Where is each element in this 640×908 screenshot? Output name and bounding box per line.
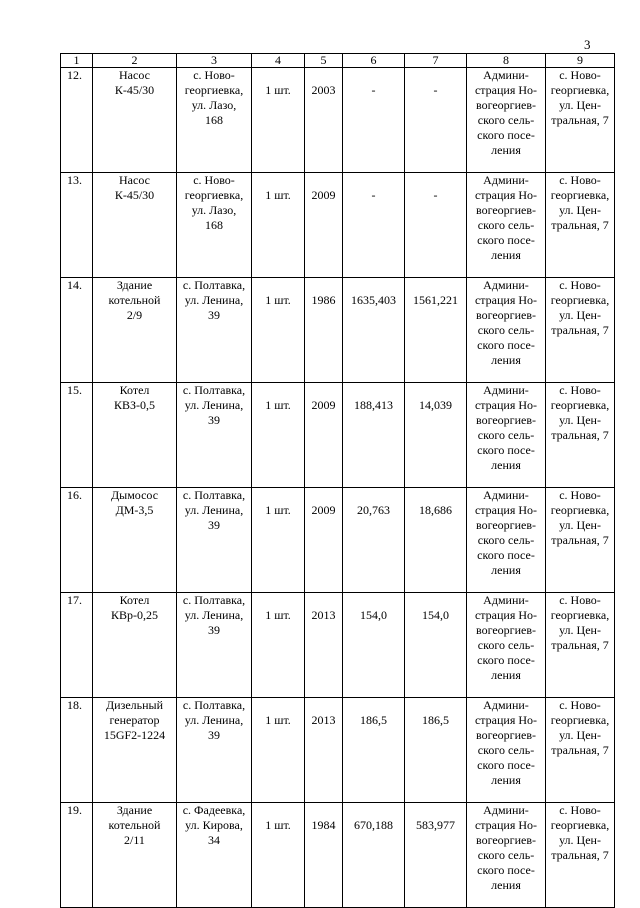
owner-location-cell-line: тральная, 7 xyxy=(551,533,609,547)
year-cell: 1984 xyxy=(305,803,343,908)
value-col6-cell: - xyxy=(343,68,405,173)
item-name-cell-line: К-45/30 xyxy=(114,188,155,202)
item-name-cell-line: котельной xyxy=(108,293,161,307)
item-name-cell-line: Дизельный xyxy=(105,698,164,712)
owner-location-cell-line: ул. Цен- xyxy=(559,728,601,742)
page-number: 3 xyxy=(584,37,591,52)
owner-location-cell-line: георгиевка, xyxy=(550,608,610,622)
item-name-cell-line: Насос xyxy=(119,68,150,82)
row-number-cell: 19. xyxy=(61,803,93,908)
table-row xyxy=(61,68,615,173)
column-number: 6 xyxy=(343,54,405,68)
owner-cell-line: ского посе- xyxy=(477,653,535,667)
quantity-cell: 1 шт. xyxy=(252,593,305,698)
column-number: 3 xyxy=(177,54,252,68)
item-name-cell-line: КВр-0,25 xyxy=(110,608,158,622)
owner-location-cell-line: ул. Цен- xyxy=(559,98,601,112)
item-name-cell xyxy=(93,488,177,593)
owner-cell-line: ского посе- xyxy=(477,863,535,877)
item-name-cell xyxy=(93,173,177,278)
item-name-cell-line: Здание xyxy=(116,278,153,292)
address-cell-line: ул. Ленина, xyxy=(184,398,244,412)
owner-cell-line: ления xyxy=(491,458,521,472)
value-col7-cell: 1561,221 xyxy=(405,278,467,383)
address-cell-line: 168 xyxy=(205,218,223,232)
quantity-cell: 1 шт. xyxy=(252,383,305,488)
year-cell: 2009 xyxy=(305,488,343,593)
owner-cell-line: Админи- xyxy=(483,803,529,817)
owner-cell-line: ского посе- xyxy=(477,548,535,562)
owner-cell-line: страция Но- xyxy=(474,398,538,412)
item-name-cell-line: 15GF2-1224 xyxy=(103,728,166,742)
item-name-cell-line: 2/11 xyxy=(124,833,145,847)
quantity-cell: 1 шт. xyxy=(252,173,305,278)
table-row xyxy=(61,173,615,278)
value-col7-cell: 583,977 xyxy=(405,803,467,908)
owner-location-cell-line: ул. Цен- xyxy=(559,203,601,217)
owner-location-cell xyxy=(546,68,615,173)
owner-location-cell-line: ул. Цен- xyxy=(559,413,601,427)
value-col6-cell: 20,763 xyxy=(343,488,405,593)
item-name-cell-line: К-45/30 xyxy=(114,83,155,97)
owner-location-cell-line: с. Ново- xyxy=(559,68,601,82)
owner-location-cell-line: с. Ново- xyxy=(559,698,601,712)
owner-location-cell-line: тральная, 7 xyxy=(551,113,609,127)
item-name-cell xyxy=(93,68,177,173)
column-number: 9 xyxy=(546,54,615,68)
item-name-cell-line: Дымосос xyxy=(110,488,159,502)
value-col7-cell: 14,039 xyxy=(405,383,467,488)
column-number: 4 xyxy=(252,54,305,68)
address-cell xyxy=(177,383,252,488)
owner-cell-line: ления xyxy=(491,878,521,892)
year-cell: 1986 xyxy=(305,278,343,383)
owner-cell-line: ского посе- xyxy=(477,443,535,457)
owner-location-cell-line: ул. Цен- xyxy=(559,308,601,322)
item-name-cell-line: Котел xyxy=(119,593,150,607)
table-row xyxy=(61,803,615,908)
item-name-cell xyxy=(93,278,177,383)
value-col6-cell: 670,188 xyxy=(343,803,405,908)
address-cell-line: ул. Ленина, xyxy=(184,503,244,517)
year-cell: 2013 xyxy=(305,698,343,803)
address-cell-line: с. Ново- xyxy=(193,173,235,187)
year-cell: 2003 xyxy=(305,68,343,173)
owner-cell xyxy=(467,488,546,593)
owner-location-cell-line: с. Ново- xyxy=(559,383,601,397)
address-cell-line: 39 xyxy=(208,413,220,427)
quantity-cell: 1 шт. xyxy=(252,803,305,908)
row-number-cell: 12. xyxy=(61,68,93,173)
item-name-cell-line: Котел xyxy=(119,383,150,397)
item-name-cell-line: КВЗ-0,5 xyxy=(113,398,155,412)
owner-cell-line: страция Но- xyxy=(474,293,538,307)
owner-cell-line: ского сель- xyxy=(477,218,535,232)
address-cell xyxy=(177,278,252,383)
owner-cell-line: ского сель- xyxy=(477,848,535,862)
item-name-cell-line: Здание xyxy=(116,803,153,817)
owner-location-cell-line: с. Ново- xyxy=(559,488,601,502)
value-col7-cell: 154,0 xyxy=(405,593,467,698)
owner-location-cell-line: георгиевка, xyxy=(550,713,610,727)
address-cell-line: ул. Лазо, xyxy=(191,98,237,112)
owner-location-cell-line: с. Ново- xyxy=(559,593,601,607)
owner-cell-line: вогеоргиев- xyxy=(475,623,536,637)
quantity-cell: 1 шт. xyxy=(252,278,305,383)
owner-cell-line: ления xyxy=(491,248,521,262)
owner-cell-line: страция Но- xyxy=(474,713,538,727)
address-cell-line: 34 xyxy=(208,833,220,847)
owner-location-cell-line: георгиевка, xyxy=(550,398,610,412)
item-name-cell-line: котельной xyxy=(108,818,161,832)
owner-cell-line: вогеоргиев- xyxy=(475,728,536,742)
row-number-cell: 17. xyxy=(61,593,93,698)
owner-cell-line: ления xyxy=(491,353,521,367)
address-cell xyxy=(177,173,252,278)
table-row xyxy=(61,383,615,488)
owner-location-cell-line: тральная, 7 xyxy=(551,638,609,652)
table-row xyxy=(61,698,615,803)
owner-cell-line: Админи- xyxy=(483,698,529,712)
owner-cell-line: Админи- xyxy=(483,383,529,397)
address-cell-line: 39 xyxy=(208,308,220,322)
item-name-cell-line: Насос xyxy=(119,173,150,187)
owner-location-cell-line: ул. Цен- xyxy=(559,518,601,532)
item-name-cell-line: ДМ-3,5 xyxy=(115,503,154,517)
address-cell xyxy=(177,68,252,173)
owner-cell-line: ления xyxy=(491,773,521,787)
owner-cell-line: вогеоргиев- xyxy=(475,413,536,427)
owner-location-cell xyxy=(546,593,615,698)
value-col6-cell: 188,413 xyxy=(343,383,405,488)
year-cell: 2009 xyxy=(305,383,343,488)
value-col6-cell: 186,5 xyxy=(343,698,405,803)
owner-location-cell-line: с. Ново- xyxy=(559,173,601,187)
property-registry-table xyxy=(60,53,615,908)
address-cell-line: с. Полтавка, xyxy=(182,698,246,712)
owner-cell-line: страция Но- xyxy=(474,503,538,517)
column-number: 1 xyxy=(61,54,93,68)
owner-location-cell-line: георгиевка, xyxy=(550,83,610,97)
address-cell-line: 39 xyxy=(208,518,220,532)
owner-cell xyxy=(467,173,546,278)
item-name-cell xyxy=(93,803,177,908)
table-body xyxy=(61,68,615,908)
owner-cell-line: ления xyxy=(491,563,521,577)
address-cell-line: ул. Ленина, xyxy=(184,293,244,307)
owner-location-cell-line: ул. Цен- xyxy=(559,623,601,637)
year-cell: 2009 xyxy=(305,173,343,278)
quantity-cell: 1 шт. xyxy=(252,698,305,803)
owner-location-cell-line: с. Ново- xyxy=(559,803,601,817)
row-number-cell: 15. xyxy=(61,383,93,488)
owner-location-cell xyxy=(546,278,615,383)
owner-cell-line: ления xyxy=(491,668,521,682)
owner-cell-line: страция Но- xyxy=(474,188,538,202)
owner-cell-line: вогеоргиев- xyxy=(475,833,536,847)
owner-cell-line: ского сель- xyxy=(477,638,535,652)
address-cell-line: ул. Ленина, xyxy=(184,713,244,727)
owner-cell-line: ского посе- xyxy=(477,233,535,247)
owner-cell xyxy=(467,278,546,383)
row-number-cell: 16. xyxy=(61,488,93,593)
item-name-cell xyxy=(93,593,177,698)
column-number: 7 xyxy=(405,54,467,68)
address-cell-line: с. Полтавка, xyxy=(182,593,246,607)
owner-location-cell-line: тральная, 7 xyxy=(551,428,609,442)
row-number-cell: 14. xyxy=(61,278,93,383)
owner-location-cell-line: георгиевка, xyxy=(550,188,610,202)
owner-cell xyxy=(467,803,546,908)
owner-cell-line: ского посе- xyxy=(477,758,535,772)
owner-cell-line: Админи- xyxy=(483,173,529,187)
owner-cell-line: страция Но- xyxy=(474,83,538,97)
owner-location-cell-line: тральная, 7 xyxy=(551,848,609,862)
item-name-cell xyxy=(93,698,177,803)
owner-cell-line: ского сель- xyxy=(477,533,535,547)
address-cell-line: ул. Ленина, xyxy=(184,608,244,622)
item-name-cell-line: 2/9 xyxy=(126,308,143,322)
address-cell-line: 168 xyxy=(205,113,223,127)
owner-cell-line: вогеоргиев- xyxy=(475,203,536,217)
column-number: 2 xyxy=(93,54,177,68)
owner-cell-line: ского сель- xyxy=(477,323,535,337)
year-cell: 2013 xyxy=(305,593,343,698)
row-number-cell: 13. xyxy=(61,173,93,278)
value-col6-cell: 154,0 xyxy=(343,593,405,698)
row-number-cell: 18. xyxy=(61,698,93,803)
owner-location-cell-line: тральная, 7 xyxy=(551,743,609,757)
owner-location-cell xyxy=(546,383,615,488)
column-number: 8 xyxy=(467,54,546,68)
item-name-cell-line: генератор xyxy=(109,713,160,727)
owner-location-cell-line: с. Ново- xyxy=(559,278,601,292)
address-cell xyxy=(177,488,252,593)
owner-location-cell xyxy=(546,698,615,803)
owner-location-cell xyxy=(546,488,615,593)
address-cell-line: ул. Лазо, xyxy=(191,203,237,217)
item-name-cell xyxy=(93,383,177,488)
table-row xyxy=(61,488,615,593)
owner-cell-line: вогеоргиев- xyxy=(475,518,536,532)
owner-cell xyxy=(467,68,546,173)
address-cell xyxy=(177,593,252,698)
owner-cell-line: ского сель- xyxy=(477,113,535,127)
owner-cell-line: Админи- xyxy=(483,278,529,292)
owner-cell-line: страция Но- xyxy=(474,818,538,832)
owner-location-cell-line: ул. Цен- xyxy=(559,833,601,847)
owner-cell-line: вогеоргиев- xyxy=(475,308,536,322)
address-cell-line: 39 xyxy=(208,623,220,637)
column-number-row xyxy=(61,54,615,68)
value-col7-cell: - xyxy=(405,68,467,173)
owner-location-cell-line: георгиевка, xyxy=(550,818,610,832)
owner-location-cell-line: тральная, 7 xyxy=(551,218,609,232)
owner-cell-line: ского посе- xyxy=(477,128,535,142)
owner-cell-line: вогеоргиев- xyxy=(475,98,536,112)
owner-cell-line: ского сель- xyxy=(477,428,535,442)
value-col6-cell: - xyxy=(343,173,405,278)
owner-cell-line: страция Но- xyxy=(474,608,538,622)
quantity-cell: 1 шт. xyxy=(252,488,305,593)
owner-location-cell-line: георгиевка, xyxy=(550,503,610,517)
owner-location-cell xyxy=(546,173,615,278)
address-cell-line: георгиевка, xyxy=(184,83,244,97)
owner-cell-line: Админи- xyxy=(483,68,529,82)
owner-cell-line: ления xyxy=(491,143,521,157)
address-cell-line: ул. Кирова, xyxy=(185,818,243,832)
owner-cell-line: Админи- xyxy=(483,593,529,607)
address-cell-line: с. Ново- xyxy=(193,68,235,82)
address-cell xyxy=(177,803,252,908)
address-cell-line: с. Полтавка, xyxy=(182,278,246,292)
table-row xyxy=(61,278,615,383)
address-cell-line: с. Полтавка, xyxy=(182,383,246,397)
address-cell-line: георгиевка, xyxy=(184,188,244,202)
owner-cell xyxy=(467,383,546,488)
address-cell-line: с. Фадеевка, xyxy=(182,803,246,817)
owner-cell-line: ского посе- xyxy=(477,338,535,352)
value-col6-cell: 1635,403 xyxy=(343,278,405,383)
owner-cell-line: Админи- xyxy=(483,488,529,502)
table-row xyxy=(61,593,615,698)
owner-location-cell xyxy=(546,803,615,908)
owner-cell xyxy=(467,698,546,803)
quantity-cell: 1 шт. xyxy=(252,68,305,173)
value-col7-cell: - xyxy=(405,173,467,278)
address-cell xyxy=(177,698,252,803)
value-col7-cell: 186,5 xyxy=(405,698,467,803)
owner-cell xyxy=(467,593,546,698)
owner-cell-line: ского сель- xyxy=(477,743,535,757)
owner-location-cell-line: тральная, 7 xyxy=(551,323,609,337)
address-cell-line: с. Полтавка, xyxy=(182,488,246,502)
value-col7-cell: 18,686 xyxy=(405,488,467,593)
address-cell-line: 39 xyxy=(208,728,220,742)
column-number: 5 xyxy=(305,54,343,68)
owner-location-cell-line: георгиевка, xyxy=(550,293,610,307)
